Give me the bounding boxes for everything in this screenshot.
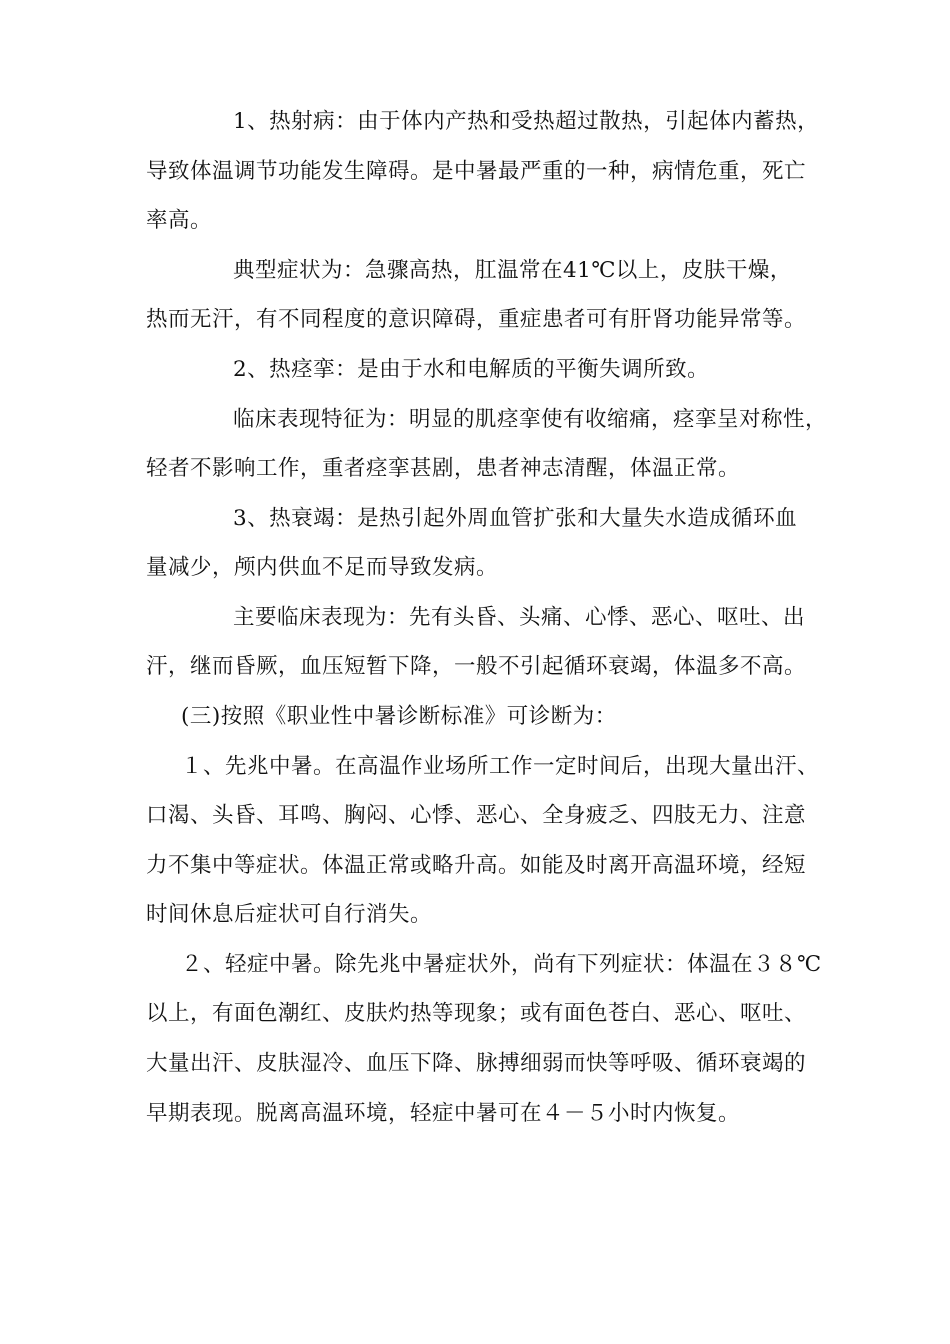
text-line: 典型症状为：急骤高热，肛温常在41℃以上，皮肤干燥， bbox=[233, 258, 792, 283]
text-line: 2、热痉挛：是由于水和电解质的平衡失调所致。 bbox=[233, 357, 710, 382]
text-line: 力不集中等症状。体温正常或略升高。如能及时离开高温环境，经短 bbox=[146, 853, 807, 878]
text-line: 率高。 bbox=[146, 208, 213, 233]
text-line: 临床表现特征为：明显的肌痉挛使有收缩痛，痉挛呈对称性， bbox=[233, 407, 828, 432]
text-line: 口渴、头昏、耳鸣、胸闷、心悸、恶心、全身疲乏、四肢无力、注意 bbox=[146, 803, 807, 828]
text-line: １、先兆中暑。在高温作业场所工作一定时间后，出现大量出汗、 bbox=[181, 754, 820, 779]
section-heading: (三)按照《职业性中暑诊断标准》可诊断为： bbox=[181, 704, 617, 729]
text-line: 热而无汗，有不同程度的意识障碍，重症患者可有肝肾功能异常等。 bbox=[146, 307, 807, 332]
text-line: 主要临床表现为：先有头昏、头痛、心悸、恶心、呕吐、出 bbox=[233, 605, 806, 630]
text-line: ２、轻症中暑。除先兆中暑症状外，尚有下列症状：体温在３８℃ bbox=[181, 952, 822, 977]
text-line: 时间休息后症状可自行消失。 bbox=[146, 902, 433, 927]
text-line: 1、热射病：由于体内产热和受热超过散热，引起体内蓄热， bbox=[233, 109, 820, 134]
text-line: 大量出汗、皮肤湿冷、血压下降、脉搏细弱而快等呼吸、循环衰竭的 bbox=[146, 1051, 807, 1076]
text-line: 3、热衰竭：是热引起外周血管扩张和大量失水造成循环血 bbox=[233, 506, 798, 531]
text-line: 以上，有面色潮红、皮肤灼热等现象；或有面色苍白、恶心、呕吐、 bbox=[146, 1001, 807, 1026]
text-line: 量减少，颅内供血不足而导致发病。 bbox=[146, 555, 499, 580]
text-line: 汗，继而昏厥，血压短暂下降，一般不引起循环衰竭，体温多不高。 bbox=[146, 654, 807, 679]
text-line: 早期表现。脱离高温环境，轻症中暑可在４－５小时内恢复。 bbox=[146, 1101, 741, 1126]
text-line: 轻者不影响工作，重者痉挛甚剧，患者神志清醒，体温正常。 bbox=[146, 456, 741, 481]
text-line: 导致体温调节功能发生障碍。是中暑最严重的一种，病情危重，死亡 bbox=[146, 159, 807, 184]
